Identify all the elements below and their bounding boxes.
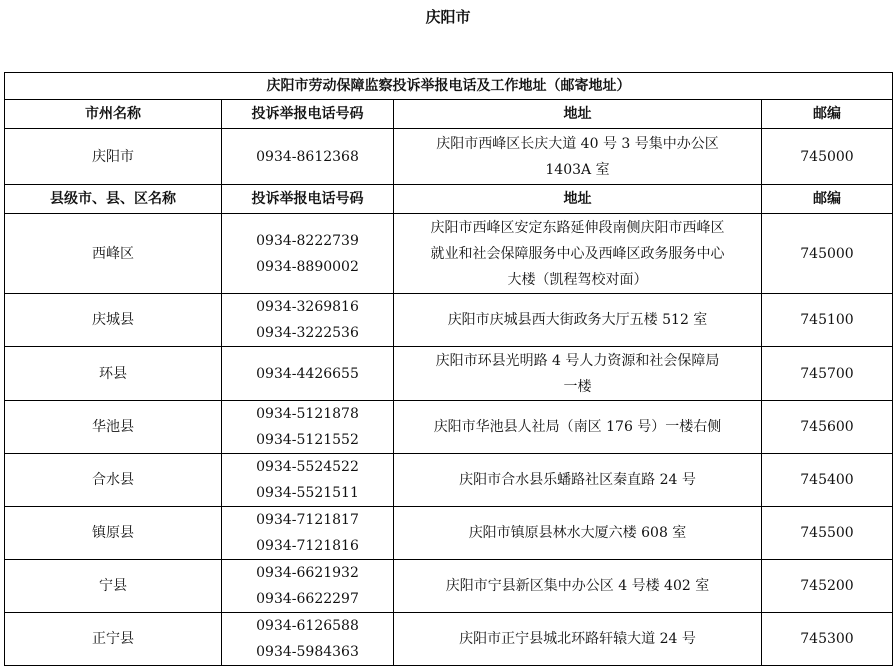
county-postcode-cell: 745400	[762, 454, 893, 507]
column-header-postcode: 邮编	[762, 185, 893, 214]
phone-number: 0934-5984363	[256, 644, 359, 660]
phone-number: 0934-7121817	[256, 512, 359, 528]
county-name-cell: 环县	[5, 347, 222, 401]
county-postcode-cell: 745200	[762, 560, 893, 613]
table-caption-row	[5, 73, 893, 100]
column-header-county-name: 县级市、县、区名称	[5, 185, 222, 214]
county-name-cell: 正宁县	[5, 613, 222, 666]
phone-number: 0934-6126588	[256, 618, 359, 634]
address-line: 庆阳市庆城县西大街政务大厅五楼 512 室	[447, 312, 708, 328]
city-address-cell	[394, 129, 762, 185]
column-header-city-name: 市州名称	[5, 100, 222, 129]
address-line: 大楼（凯程驾校对面）	[507, 271, 648, 288]
county-row	[5, 613, 893, 666]
address-line: 就业和社会保障服务中心及西峰区政务服务中心	[430, 245, 725, 262]
county-name-cell: 西峰区	[5, 214, 222, 294]
county-address-cell	[394, 347, 762, 401]
county-phone-cell	[222, 613, 394, 666]
county-address-cell	[394, 454, 762, 507]
address-line: 庆阳市宁县新区集中办公区 4 号楼 402 室	[445, 578, 710, 594]
county-row	[5, 401, 893, 454]
county-phone-cell	[222, 507, 394, 560]
column-header-address: 地址	[394, 185, 762, 214]
county-name-cell: 镇原县	[5, 507, 222, 560]
county-name-cell: 庆城县	[5, 294, 222, 347]
county-phone-cell	[222, 294, 394, 347]
county-postcode-cell: 745500	[762, 507, 893, 560]
county-address-cell	[394, 294, 762, 347]
county-phone-cell	[222, 401, 394, 454]
address-line: 庆阳市正宁县城北环路轩辕大道 24 号	[459, 631, 696, 647]
county-name-cell: 宁县	[5, 560, 222, 613]
county-phone-cell	[222, 454, 394, 507]
address-line: 庆阳市西峰区安定东路延伸段南侧庆阳市西峰区	[430, 219, 725, 236]
table-caption: 庆阳市劳动保障监察投诉举报电话及工作地址（邮寄地址）	[5, 73, 893, 100]
county-header-row	[5, 185, 893, 214]
county-phone-cell	[222, 560, 394, 613]
county-address-cell	[394, 507, 762, 560]
phone-number: 0934-8612368	[256, 148, 359, 165]
county-row	[5, 507, 893, 560]
county-phone-cell	[222, 214, 394, 294]
phone-number: 0934-5521511	[256, 485, 359, 501]
city-postcode-cell: 745000	[762, 129, 893, 185]
address-line: 庆阳市合水县乐蟠路社区秦直路 24 号	[459, 472, 696, 488]
county-phone-cell	[222, 347, 394, 401]
county-row	[5, 294, 893, 347]
phone-number: 0934-5524522	[256, 459, 359, 475]
phone-number: 0934-8890002	[256, 258, 359, 275]
address-line: 庆阳市环县光明路 4 号人力资源和社会保障局	[435, 352, 720, 369]
county-postcode-cell: 745300	[762, 613, 893, 666]
county-postcode-cell: 745100	[762, 294, 893, 347]
page-title: 庆阳市	[425, 8, 471, 26]
phone-number: 0934-6622297	[256, 591, 359, 607]
city-header-row	[5, 100, 893, 129]
phone-number: 0934-3222536	[256, 325, 359, 341]
county-postcode-cell: 745700	[762, 347, 893, 401]
county-name-cell: 合水县	[5, 454, 222, 507]
phone-number: 0934-8222739	[256, 232, 359, 249]
county-row	[5, 347, 893, 401]
phone-number: 0934-4426655	[256, 365, 359, 382]
county-postcode-cell: 745000	[762, 214, 893, 294]
city-row	[5, 129, 893, 185]
column-header-phone: 投诉举报电话号码	[222, 185, 394, 214]
address-line: 庆阳市西峰区长庆大道 40 号 3 号集中办公区	[436, 135, 719, 152]
county-address-cell	[394, 214, 762, 294]
column-header-address: 地址	[394, 100, 762, 129]
phone-number: 0934-6621932	[256, 565, 359, 581]
phone-number: 0934-7121816	[256, 538, 359, 554]
address-line: 1403A 室	[545, 161, 610, 178]
column-header-phone: 投诉举报电话号码	[222, 100, 394, 129]
address-line: 庆阳市华池县人社局（南区 176 号）一楼右侧	[433, 419, 722, 435]
city-name-cell: 庆阳市	[5, 129, 222, 185]
county-postcode-cell: 745600	[762, 401, 893, 454]
county-row	[5, 214, 893, 294]
county-row	[5, 560, 893, 613]
phone-number: 0934-5121552	[256, 432, 359, 448]
contacts-table	[4, 72, 893, 666]
phone-number: 0934-3269816	[256, 299, 359, 315]
county-address-cell	[394, 613, 762, 666]
phone-number: 0934-5121878	[256, 406, 359, 422]
county-row	[5, 454, 893, 507]
county-address-cell	[394, 401, 762, 454]
column-header-postcode: 邮编	[762, 100, 893, 129]
city-phone-cell	[222, 129, 394, 185]
county-address-cell	[394, 560, 762, 613]
address-line: 一楼	[563, 378, 592, 395]
county-name-cell: 华池县	[5, 401, 222, 454]
address-line: 庆阳市镇原县林水大厦六楼 608 室	[468, 525, 687, 541]
